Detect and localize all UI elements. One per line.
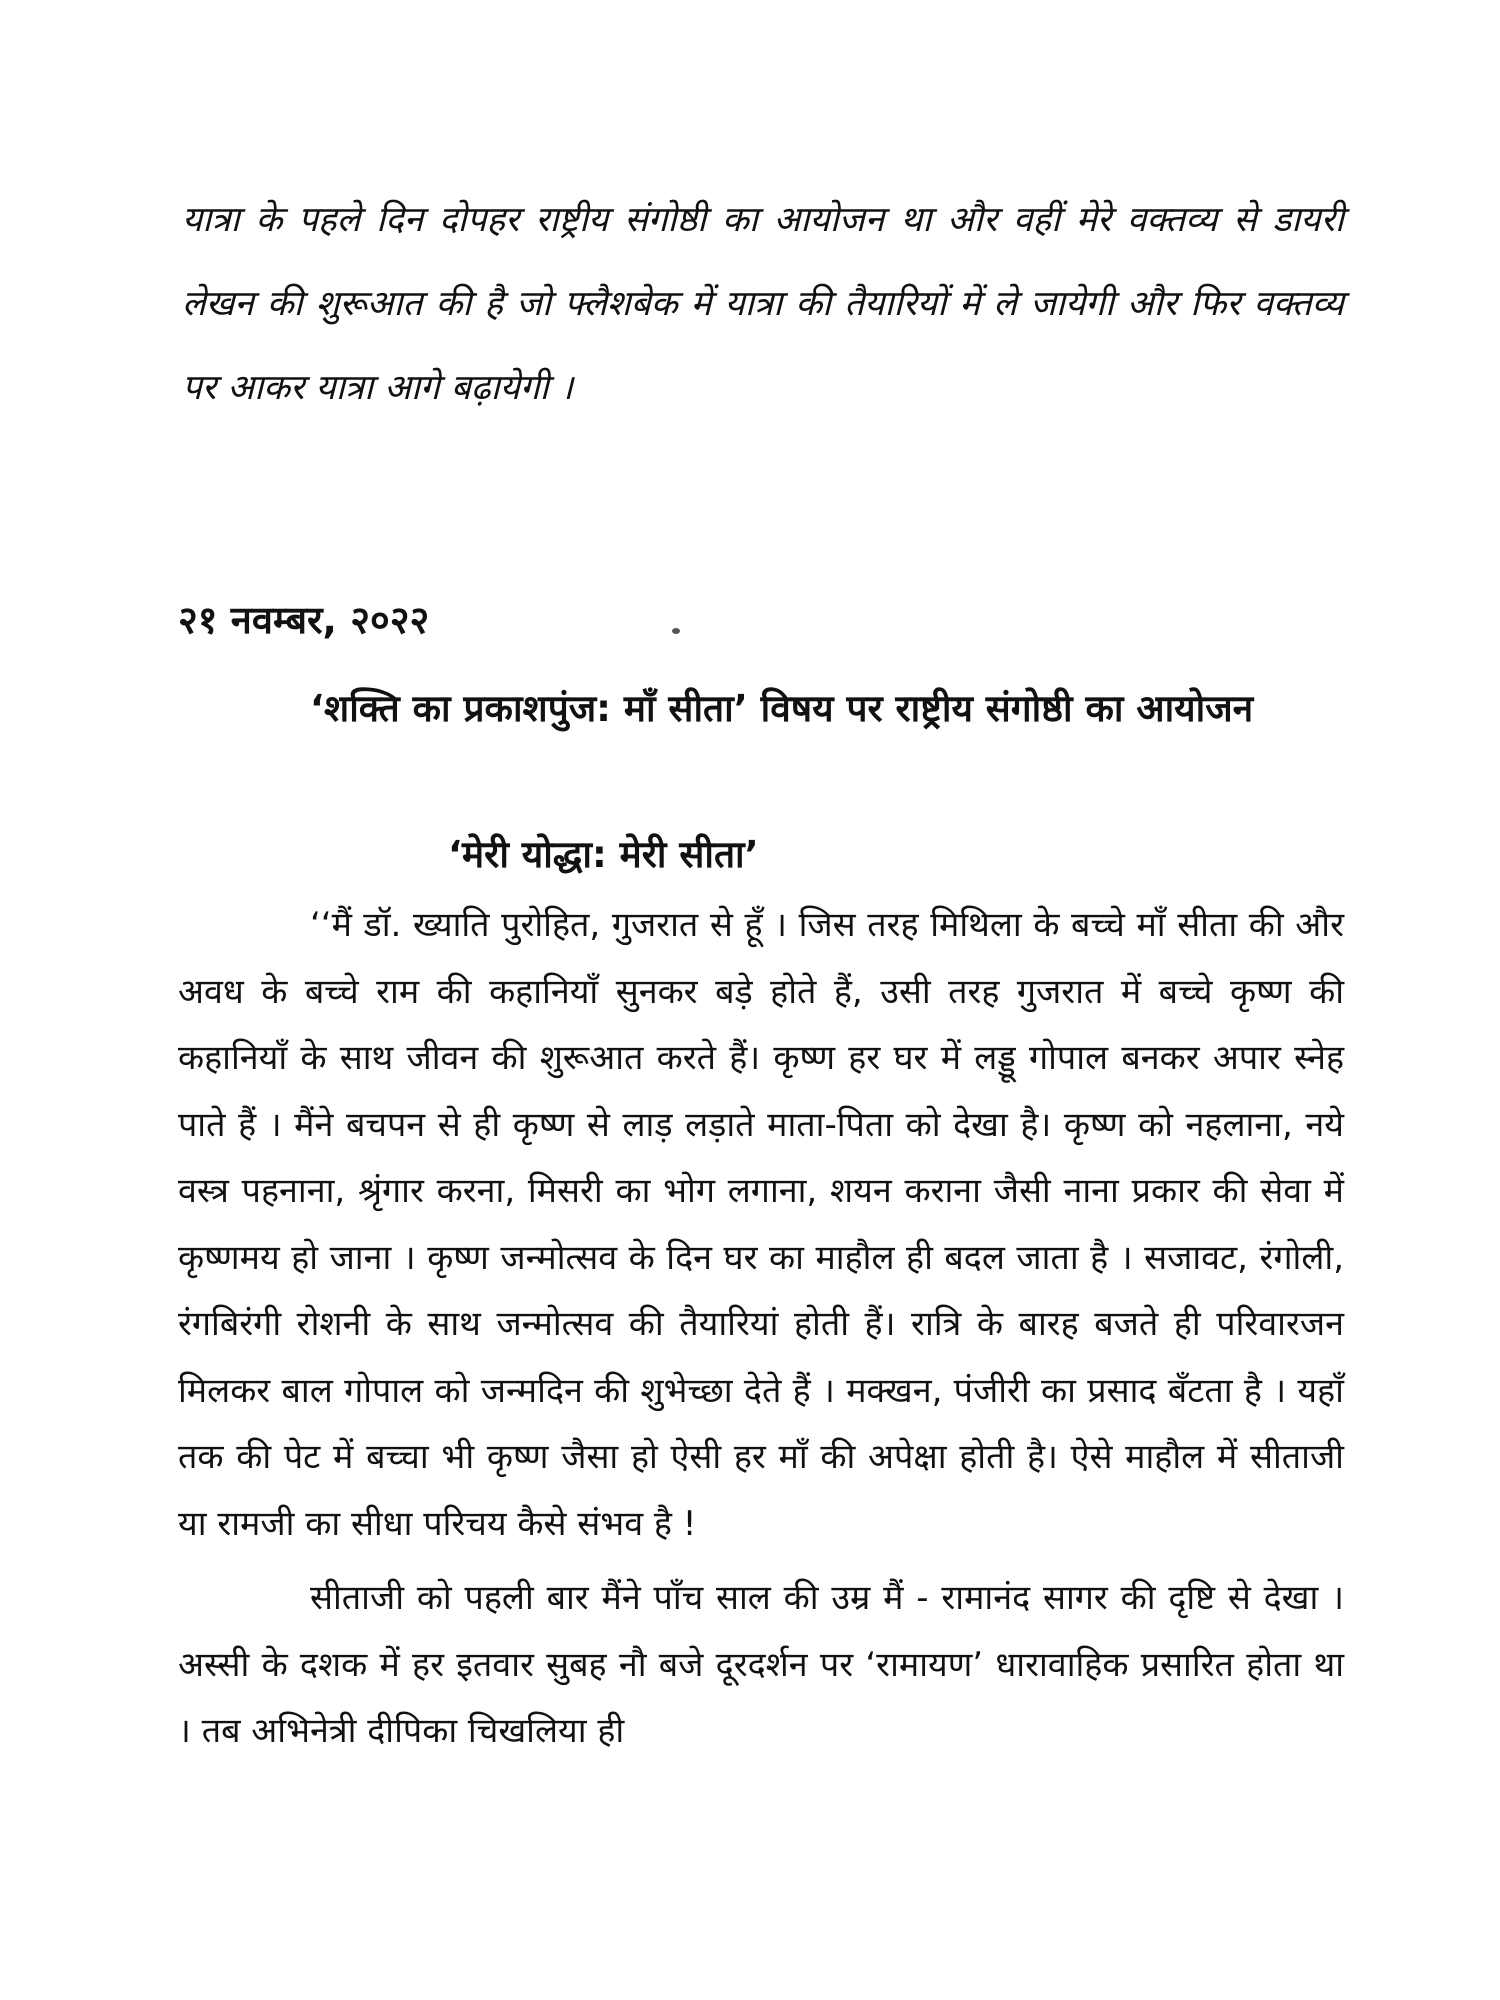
scan-speck bbox=[672, 628, 680, 634]
paragraph-2: सीताजी को पहली बार मैंने पाँच साल की उम्र मैं - रामानंद सागर की दृष्टि से देखा । अस्सी के दशक में हर इतवार सुबह नौ बजे दूरदर्शन पर ‘रामायण’ धारावाहिक प्रसारित होता था । तब अभिनेत्री दीपिका चिखलिया ही bbox=[178, 1578, 1344, 1751]
body-text bbox=[178, 892, 1344, 1773]
event-heading: ‘शक्ति का प्रकाशपुंज: माँ सीता’ विषय पर राष्ट्रीय संगोष्ठी का आयोजन bbox=[310, 687, 1254, 730]
talk-title: ‘मेरी योद्धा: मेरी सीता’ bbox=[448, 833, 759, 876]
paragraph-1: ‘‘मैं डॉ. ख्याति पुरोहित, गुजरात से हूँ । जिस तरह मिथिला के बच्चे माँ सीता की और अवध के बच्चे राम की कहानियाँ सुनकर बड़े होते हैं, उसी तरह गुजरात में बच्चे कृष्ण की कहानियाँ के साथ जीवन की शुरूआत करते हैं। कृष्ण हर घर में लड्डू गोपाल बनकर अपार स्नेह पाते हैं । मैंने बचपन से ही कृष्ण से लाड़ लड़ाते माता-पिता को देखा है। कृष्ण को नहलाना, नये वस्त्र पहनाना, श्रृंगार करना, मिसरी का भोग लगाना, शयन कराना जैसी नाना प्रकार की सेवा में कृष्णमय हो जाना । कृष्ण जन्मोत्सव के दिन घर का माहौल ही बदल जाता है । सजावट, रंगोली, रंगबिरंगी रोशनी के साथ जन्मोत्सव की तैयारियां होती हैं। रात्रि के बारह बजते ही परिवारजन मिलकर बाल गोपाल को जन्मदिन की शुभेच्छा देते हैं । मक्खन, पंजीरी का प्रसाद बँटता है । यहाँ तक की पेट में बच्चा भी कृष्ण जैसा हो ऐसी हर माँ की अपेक्षा होती है। ऐसे माहौल में सीताजी या रामजी का सीधा परिचय कैसे संभव है ! bbox=[178, 905, 1344, 1544]
intro-paragraph: यात्रा के पहले दिन दोपहर राष्ट्रीय संगोष्ठी का आयोजन था और वहीं मेरे वक्तव्य से डायरी लेखन की शुरूआत की है जो फ्लैशबेक में यात्रा की तैयारियों में ले जायेगी और फिर वक्तव्य पर आकर यात्रा आगे बढ़ायेगी । bbox=[182, 200, 1344, 408]
entry-date: २१ नवम्बर, २०२२ bbox=[178, 598, 430, 642]
